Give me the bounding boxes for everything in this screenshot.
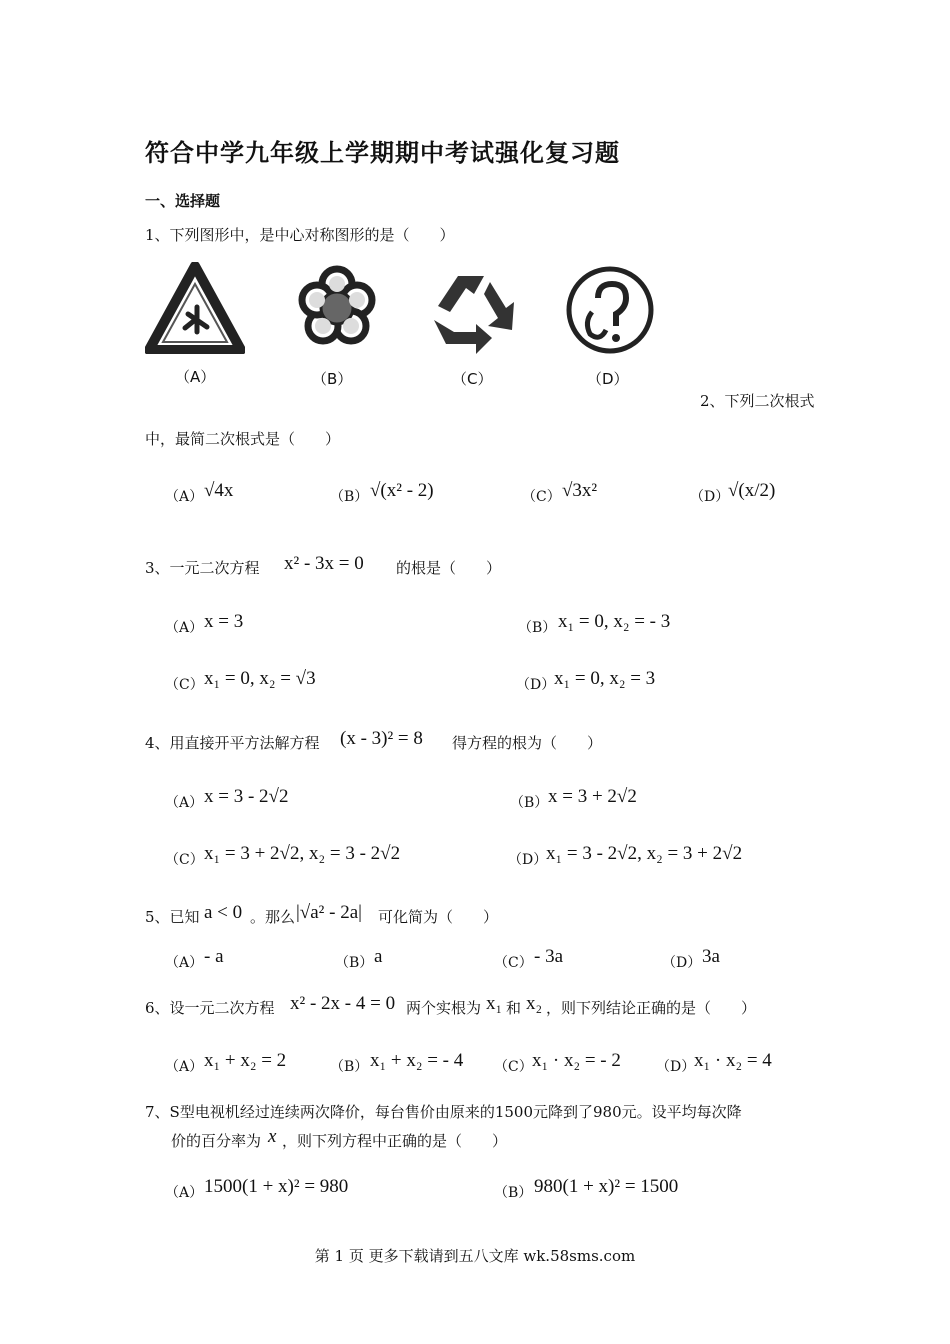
question-7-line-2-prefix: 价的百分率为 [171,1132,262,1150]
q4-option-c-label: （C） [165,852,204,868]
q4-option-d-label: （D） [508,852,548,868]
question-5-expression: |√a² - 2a| [296,902,362,923]
question-6-root-x1: x₁ [486,993,503,1014]
question-3-stem-prefix: 3、一元二次方程 [145,559,260,577]
question-6-root-x2: x₂ [526,993,543,1014]
q6-option-b-expr: x₁ + x₂ = - 4 [370,1050,464,1071]
q6-option-d-expr: x₁ · x₂ = 4 [694,1050,772,1071]
triangle-sign-icon [145,262,245,354]
q4-option-a-expr: x = 3 - 2√2 [204,786,289,807]
figure-label-d: （D） [587,370,629,388]
q3-option-c-expr: x₁ = 0, x₂ = √3 [204,668,316,689]
flower-icon [297,262,377,357]
question-7-variable: x [268,1126,277,1147]
q2-option-c-expr: √3x² [562,480,598,501]
q3-option-a-label: （A） [165,620,204,636]
q3-option-c-label: （C） [165,677,204,693]
question-7-line-1: 7、S型电视机经过连续两次降价，每台售价由原来的1500元降到了980元。设平均每次降 [145,1103,742,1121]
question-5-condition: a < 0 [204,902,243,923]
question-6-and: 和 [506,999,522,1017]
question-5-stem-prefix: 5、已知 [145,908,200,926]
page-title: 符合中学九年级上学期期中考试强化复习题 [145,139,620,167]
q5-option-d-expr: 3a [702,946,720,967]
q5-option-a-label: （A） [165,955,204,971]
q6-option-a-expr: x₁ + x₂ = 2 [204,1050,287,1071]
q3-option-b-expr: x₁ = 0, x₂ = - 3 [558,611,671,632]
q4-option-b-label: （B） [510,795,549,811]
q3-option-d-expr: x₁ = 0, x₂ = 3 [554,668,656,689]
page-footer: 第 1 页 更多下载请到五八文库 wk.58sms.com [314,1247,636,1265]
q2-option-b-label: （B） [330,489,369,505]
q7-option-a-expr: 1500(1 + x)² = 980 [204,1176,349,1197]
question-4-stem-suffix: 得方程的根为（ ） [452,734,603,752]
q7-option-b-label: （B） [494,1185,533,1201]
question-1-stem: 1、下列图形中，是中心对称图形的是（ ） [145,226,455,244]
q5-option-d-label: （D） [662,955,702,971]
figure-label-a: （A） [175,368,216,386]
q6-option-d-label: （D） [656,1059,696,1075]
q2-option-a-expr: √4x [204,480,234,501]
section-heading: 一、选择题 [145,192,221,210]
q4-option-b-expr: x = 3 + 2√2 [548,786,637,807]
q6-option-c-label: （C） [494,1059,533,1075]
question-3-equation: x² - 3x = 0 [284,553,364,574]
q5-option-a-expr: - a [204,946,224,967]
question-5-stem-suffix: 可化简为（ ） [378,908,499,926]
question-6-equation: x² - 2x - 4 = 0 [290,993,396,1014]
question-4-equation: (x - 3)² = 8 [340,728,423,749]
question-3-stem-suffix: 的根是（ ） [396,559,502,577]
q4-option-c-expr: x₁ = 3 + 2√2, x₂ = 3 - 2√2 [204,843,401,864]
question-2-stem-part2: 中，最简二次根式是（ ） [145,430,341,448]
figure-label-b: （B） [312,370,353,388]
question-6-stem-mid: 两个实根为 [406,999,482,1017]
q5-option-c-expr: - 3a [534,946,564,967]
question-6-stem-suffix: ，则下列结论正确的是（ ） [546,999,757,1017]
q3-option-b-label: （B） [518,620,557,636]
question-6-stem-prefix: 6、设一元二次方程 [145,999,275,1017]
q2-option-d-expr: √(x/2) [728,480,776,501]
question-mark-icon [562,262,658,358]
q3-option-d-label: （D） [516,677,556,693]
q2-option-c-label: （C） [522,489,561,505]
q5-option-b-expr: a [374,946,383,967]
q6-option-b-label: （B） [330,1059,369,1075]
q4-option-a-label: （A） [165,795,204,811]
q7-option-a-label: （A） [165,1185,204,1201]
q6-option-a-label: （A） [165,1059,204,1075]
question-5-stem-mid: 。那么 [250,908,296,926]
q5-option-c-label: （C） [494,955,533,971]
question-2-stem-part1: 2、下列二次根式 [700,392,815,410]
question-4-stem-prefix: 4、用直接开平方法解方程 [145,734,320,752]
q2-option-b-expr: √(x² - 2) [370,480,434,501]
q2-option-a-label: （A） [165,489,204,505]
recycle-icon [428,268,524,356]
q3-option-a-expr: x = 3 [204,611,244,632]
q2-option-d-label: （D） [690,489,730,505]
q6-option-c-expr: x₁ · x₂ = - 2 [532,1050,621,1071]
q7-option-b-expr: 980(1 + x)² = 1500 [534,1176,679,1197]
figure-label-c: （C） [452,370,493,388]
q5-option-b-label: （B） [335,955,374,971]
q4-option-d-expr: x₁ = 3 - 2√2, x₂ = 3 + 2√2 [546,843,743,864]
question-7-line-2-suffix: ，则下列方程中正确的是（ ） [282,1132,508,1150]
